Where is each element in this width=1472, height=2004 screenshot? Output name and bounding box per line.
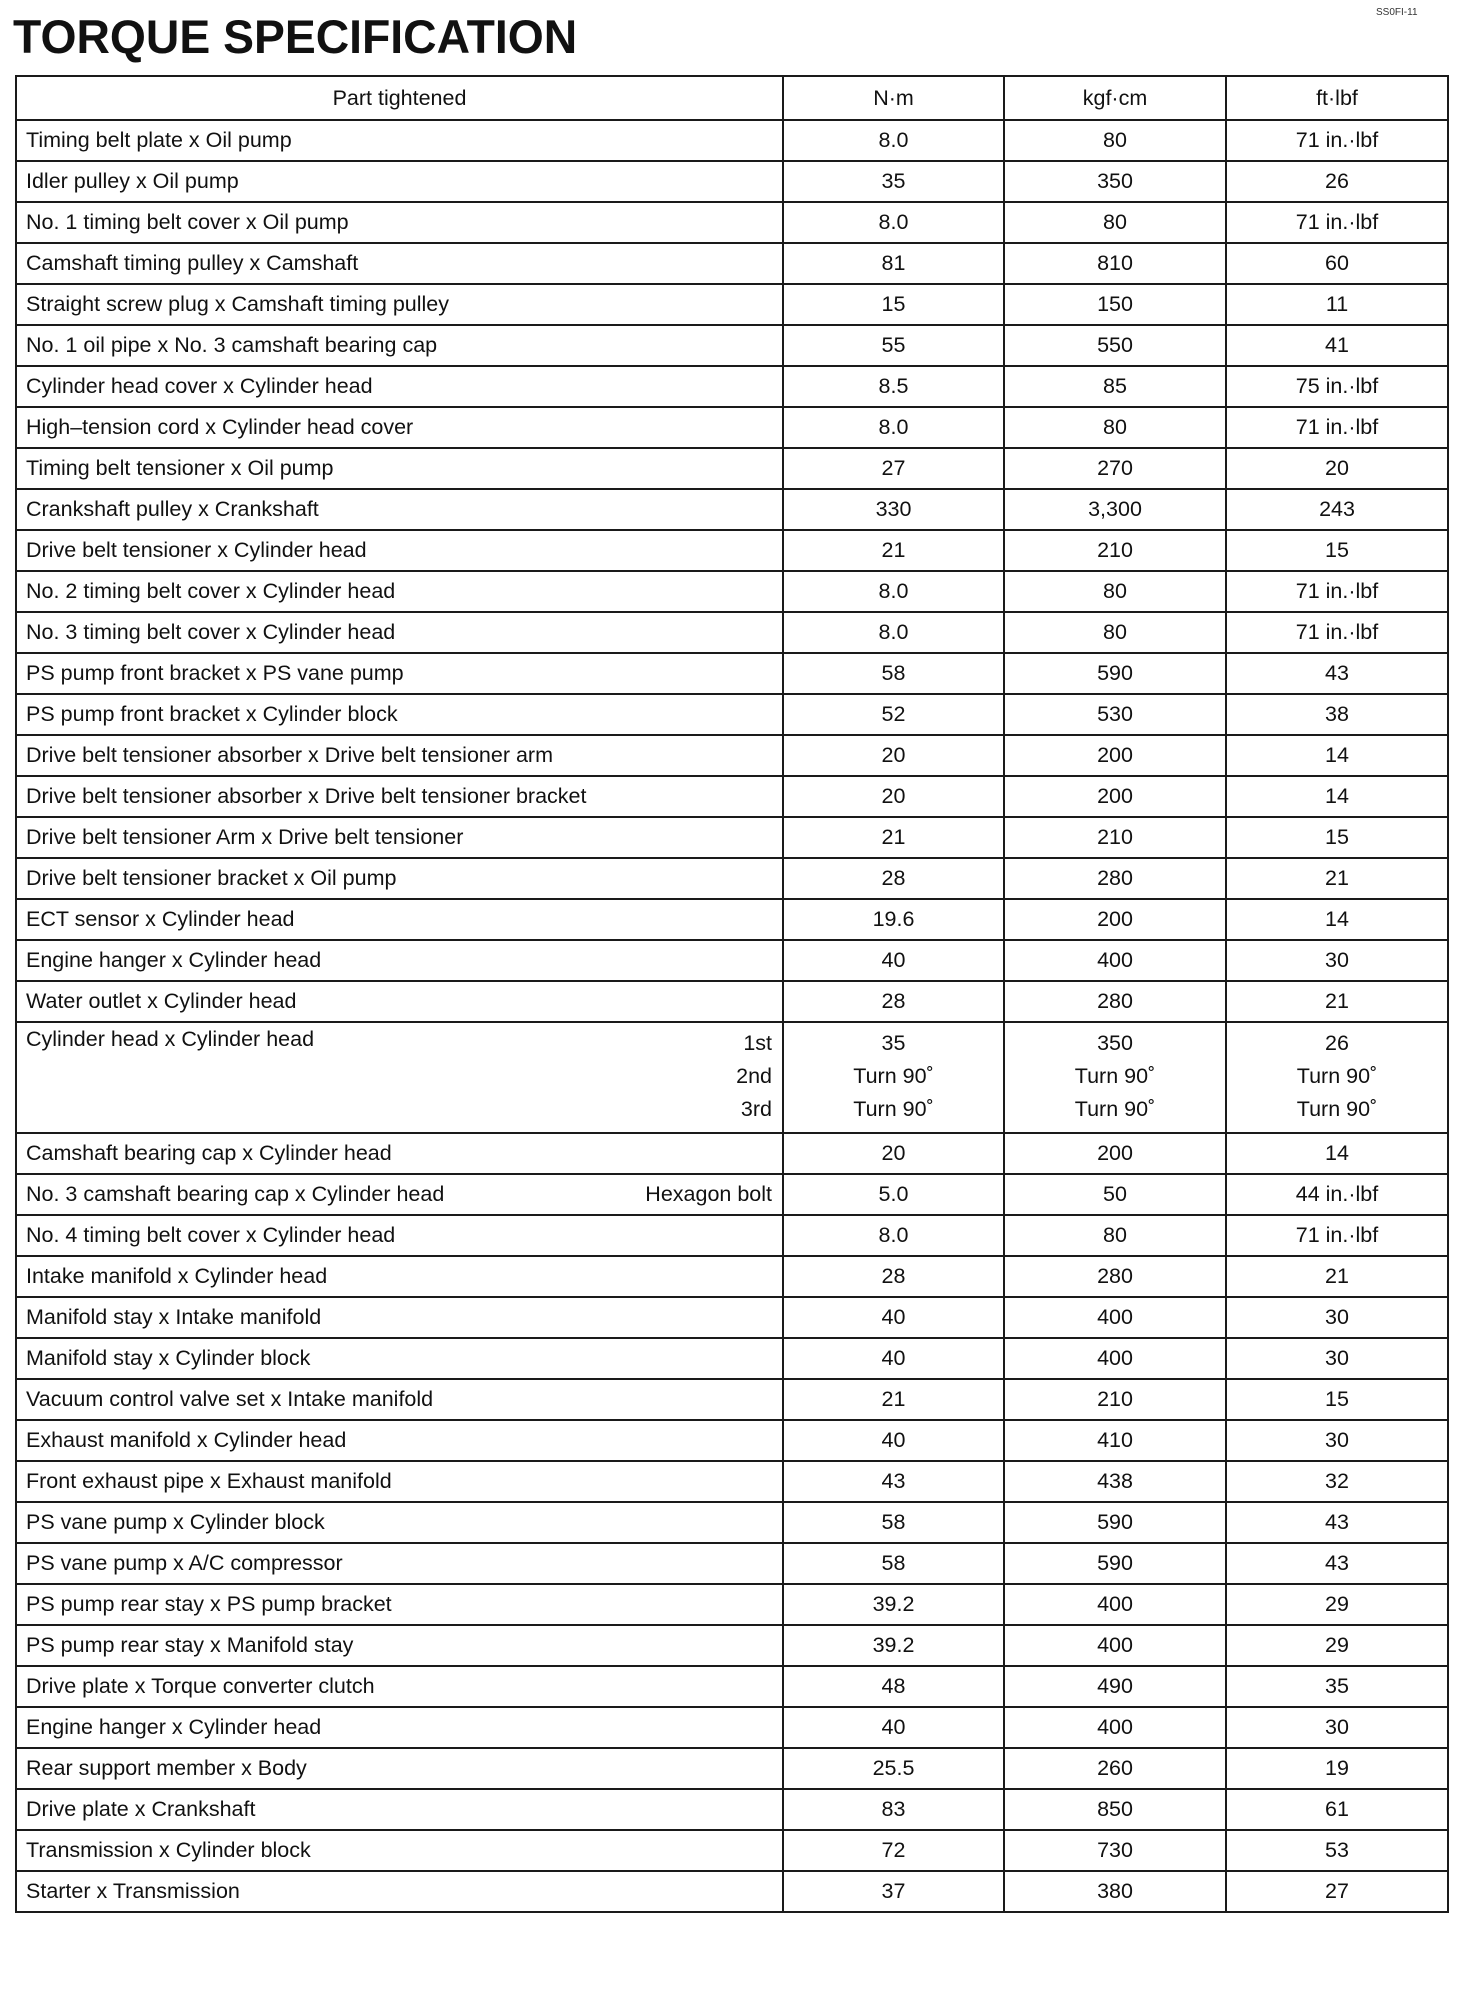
step-value: Turn 90˚: [1296, 1064, 1378, 1088]
part-cell: Timing belt tensioner x Oil pump: [16, 448, 783, 489]
kgfcm-value: 590: [1004, 653, 1226, 694]
table-row: [16, 489, 1448, 530]
table-row: [16, 448, 1448, 489]
table-row: [16, 1420, 1448, 1461]
part-cell: Vacuum control valve set x Intake manifold: [16, 1379, 783, 1420]
table-row: [16, 1133, 1448, 1174]
ftlbf-value: 71 in.·lbf: [1226, 571, 1448, 612]
ftlbf-value: 15: [1226, 1379, 1448, 1420]
ftlbf-value: 14: [1226, 776, 1448, 817]
table-row: [16, 1174, 1448, 1215]
table-row: [16, 1502, 1448, 1543]
part-cell: Manifold stay x Intake manifold: [16, 1297, 783, 1338]
table-row: [16, 161, 1448, 202]
nm-value: [783, 1022, 1004, 1133]
nm-value: 8.0: [783, 407, 1004, 448]
kgfcm-value: 730: [1004, 1830, 1226, 1871]
part-cell: Rear support member x Body: [16, 1748, 783, 1789]
kgfcm-value: 400: [1004, 1707, 1226, 1748]
ftlbf-value: 71 in.·lbf: [1226, 202, 1448, 243]
part-cell: Drive belt tensioner absorber x Drive belt tensioner arm: [16, 735, 783, 776]
nm-value: 21: [783, 817, 1004, 858]
step-value: 26: [1325, 1031, 1349, 1055]
nm-value: 58: [783, 1543, 1004, 1584]
nm-value: 58: [783, 653, 1004, 694]
part-cell: Camshaft bearing cap x Cylinder head: [16, 1133, 783, 1174]
part-name: Cylinder head x Cylinder head: [26, 1027, 315, 1051]
part-name: No. 3 camshaft bearing cap x Cylinder head: [26, 1182, 445, 1206]
kgfcm-value: 400: [1004, 1584, 1226, 1625]
part-cell: Engine hanger x Cylinder head: [16, 1707, 783, 1748]
kgfcm-value: 80: [1004, 120, 1226, 161]
kgfcm-value: 200: [1004, 735, 1226, 776]
table-row: [16, 1215, 1448, 1256]
table-row: [16, 1461, 1448, 1502]
ftlbf-value: 61: [1226, 1789, 1448, 1830]
step-label: 2nd: [736, 1064, 772, 1088]
ftlbf-value: 30: [1226, 940, 1448, 981]
ftlbf-value: 14: [1226, 1133, 1448, 1174]
part-cell: Idler pulley x Oil pump: [16, 161, 783, 202]
part-cell: Intake manifold x Cylinder head: [16, 1256, 783, 1297]
kgfcm-value: 80: [1004, 202, 1226, 243]
kgfcm-value: 380: [1004, 1871, 1226, 1912]
part-cell: Transmission x Cylinder block: [16, 1830, 783, 1871]
table-row: [16, 1666, 1448, 1707]
table-row: [16, 612, 1448, 653]
part-cell: Exhaust manifold x Cylinder head: [16, 1420, 783, 1461]
nm-value: 5.0: [783, 1174, 1004, 1215]
kgfcm-value: 590: [1004, 1543, 1226, 1584]
kgfcm-value: [1004, 1022, 1226, 1133]
part-cell: Starter x Transmission: [16, 1871, 783, 1912]
ftlbf-value: 75 in.·lbf: [1226, 366, 1448, 407]
ftlbf-value: 71 in.·lbf: [1226, 1215, 1448, 1256]
part-cell: [16, 1022, 783, 1133]
nm-value: 72: [783, 1830, 1004, 1871]
kgfcm-value: 850: [1004, 1789, 1226, 1830]
nm-value: 20: [783, 776, 1004, 817]
kgfcm-value: 550: [1004, 325, 1226, 366]
kgfcm-value: 210: [1004, 1379, 1226, 1420]
table-row: [16, 1830, 1448, 1871]
kgfcm-value: 80: [1004, 1215, 1226, 1256]
part-cell: Water outlet x Cylinder head: [16, 981, 783, 1022]
part-cell: Drive belt tensioner Arm x Drive belt tensioner: [16, 817, 783, 858]
table-row-cylinder-head: [16, 1022, 1448, 1133]
nm-value: 48: [783, 1666, 1004, 1707]
kgfcm-value: 80: [1004, 612, 1226, 653]
nm-value: 40: [783, 1338, 1004, 1379]
table-row: [16, 1625, 1448, 1666]
ftlbf-value: 41: [1226, 325, 1448, 366]
nm-value: 55: [783, 325, 1004, 366]
part-cell: Camshaft timing pulley x Camshaft: [16, 243, 783, 284]
ftlbf-value: 14: [1226, 899, 1448, 940]
nm-value: 28: [783, 1256, 1004, 1297]
table-row: [16, 1543, 1448, 1584]
table-row: [16, 366, 1448, 407]
part-cell: Drive belt tensioner bracket x Oil pump: [16, 858, 783, 899]
nm-value: 21: [783, 1379, 1004, 1420]
nm-value: 37: [783, 1871, 1004, 1912]
ftlbf-value: 32: [1226, 1461, 1448, 1502]
ftlbf-value: 15: [1226, 817, 1448, 858]
part-cell: No. 1 timing belt cover x Oil pump: [16, 202, 783, 243]
nm-value: 40: [783, 1420, 1004, 1461]
ftlbf-value: 53: [1226, 1830, 1448, 1871]
ftlbf-value: 30: [1226, 1420, 1448, 1461]
ftlbf-value: 27: [1226, 1871, 1448, 1912]
kgfcm-value: 270: [1004, 448, 1226, 489]
ftlbf-value: 60: [1226, 243, 1448, 284]
step-value: 35: [881, 1031, 906, 1055]
step-value: Turn 90˚: [1296, 1097, 1378, 1121]
kgfcm-value: 280: [1004, 858, 1226, 899]
ftlbf-value: 30: [1226, 1297, 1448, 1338]
nm-value: 40: [783, 1707, 1004, 1748]
part-cell: PS pump front bracket x Cylinder block: [16, 694, 783, 735]
nm-value: 40: [783, 1297, 1004, 1338]
kgfcm-value: 400: [1004, 1297, 1226, 1338]
table-row: [16, 940, 1448, 981]
nm-value: 8.0: [783, 1215, 1004, 1256]
kgfcm-value: 80: [1004, 407, 1226, 448]
kgfcm-value: 490: [1004, 1666, 1226, 1707]
nm-value: 27: [783, 448, 1004, 489]
part-cell: [16, 1174, 783, 1215]
ftlbf-value: 71 in.·lbf: [1226, 120, 1448, 161]
table-row: [16, 530, 1448, 571]
nm-value: 35: [783, 161, 1004, 202]
part-cell: PS pump front bracket x PS vane pump: [16, 653, 783, 694]
part-cell: High–tension cord x Cylinder head cover: [16, 407, 783, 448]
table-row: [16, 202, 1448, 243]
kgfcm-value: 200: [1004, 899, 1226, 940]
table-row: [16, 653, 1448, 694]
nm-value: 40: [783, 940, 1004, 981]
ftlbf-value: 43: [1226, 1502, 1448, 1543]
ftlbf-value: 30: [1226, 1338, 1448, 1379]
kgfcm-value: 80: [1004, 571, 1226, 612]
kgfcm-value: 260: [1004, 1748, 1226, 1789]
part-cell: No. 2 timing belt cover x Cylinder head: [16, 571, 783, 612]
part-cell: PS pump rear stay x PS pump bracket: [16, 1584, 783, 1625]
kgfcm-value: 50: [1004, 1174, 1226, 1215]
header-row: [16, 76, 1448, 120]
ftlbf-value: 43: [1226, 653, 1448, 694]
nm-value: 8.0: [783, 612, 1004, 653]
kgfcm-value: 530: [1004, 694, 1226, 735]
part-cell: Engine hanger x Cylinder head: [16, 940, 783, 981]
table-row: [16, 407, 1448, 448]
nm-value: 8.0: [783, 571, 1004, 612]
nm-value: 20: [783, 1133, 1004, 1174]
step-value: Turn 90˚: [1074, 1064, 1156, 1088]
part-cell: ECT sensor x Cylinder head: [16, 899, 783, 940]
torque-table: [15, 75, 1449, 1913]
page-title: TORQUE SPECIFICATION: [13, 10, 578, 63]
step-label: 1st: [743, 1031, 772, 1055]
kgfcm-value: 350: [1004, 161, 1226, 202]
ftlbf-value: 21: [1226, 858, 1448, 899]
table-row: [16, 1256, 1448, 1297]
ftlbf-value: 20: [1226, 448, 1448, 489]
ftlbf-value: 38: [1226, 694, 1448, 735]
nm-value: 21: [783, 530, 1004, 571]
table-row: [16, 1871, 1448, 1912]
ftlbf-value: 29: [1226, 1625, 1448, 1666]
table-row: [16, 981, 1448, 1022]
kgfcm-value: 280: [1004, 1256, 1226, 1297]
ftlbf-value: 71 in.·lbf: [1226, 407, 1448, 448]
nm-value: 20: [783, 735, 1004, 776]
table-row: [16, 243, 1448, 284]
nm-value: 19.6: [783, 899, 1004, 940]
table-row: [16, 1789, 1448, 1830]
kgfcm-value: 200: [1004, 1133, 1226, 1174]
ftlbf-value: 35: [1226, 1666, 1448, 1707]
ftlbf-value: 29: [1226, 1584, 1448, 1625]
table-row: [16, 571, 1448, 612]
part-cell: Crankshaft pulley x Crankshaft: [16, 489, 783, 530]
ftlbf-value: [1226, 1022, 1448, 1133]
part-cell: No. 3 timing belt cover x Cylinder head: [16, 612, 783, 653]
kgfcm-value: 410: [1004, 1420, 1226, 1461]
part-cell: Timing belt plate x Oil pump: [16, 120, 783, 161]
nm-value: 8.0: [783, 120, 1004, 161]
kgfcm-value: 400: [1004, 1338, 1226, 1379]
header-kgfcm: kgf·cm: [1004, 76, 1226, 120]
table-row: [16, 120, 1448, 161]
nm-value: 330: [783, 489, 1004, 530]
ftlbf-value: 44 in.·lbf: [1226, 1174, 1448, 1215]
kgfcm-value: 590: [1004, 1502, 1226, 1543]
kgfcm-value: 400: [1004, 940, 1226, 981]
document-code: SS0FI-11: [1376, 7, 1418, 18]
kgfcm-value: 150: [1004, 284, 1226, 325]
ftlbf-value: 71 in.·lbf: [1226, 612, 1448, 653]
part-cell: No. 4 timing belt cover x Cylinder head: [16, 1215, 783, 1256]
nm-value: 28: [783, 981, 1004, 1022]
table-row: [16, 1297, 1448, 1338]
part-cell: Front exhaust pipe x Exhaust manifold: [16, 1461, 783, 1502]
table-row: [16, 1707, 1448, 1748]
ftlbf-value: 43: [1226, 1543, 1448, 1584]
table-row: [16, 735, 1448, 776]
nm-value: 83: [783, 1789, 1004, 1830]
kgfcm-value: 810: [1004, 243, 1226, 284]
ftlbf-value: 11: [1226, 284, 1448, 325]
table-row: [16, 899, 1448, 940]
part-cell: PS vane pump x A/C compressor: [16, 1543, 783, 1584]
kgfcm-value: 3,300: [1004, 489, 1226, 530]
nm-value: 8.0: [783, 202, 1004, 243]
nm-value: 8.5: [783, 366, 1004, 407]
nm-value: 25.5: [783, 1748, 1004, 1789]
part-cell: Cylinder head cover x Cylinder head: [16, 366, 783, 407]
nm-value: 58: [783, 1502, 1004, 1543]
part-note: Hexagon bolt: [645, 1182, 772, 1206]
table-row: [16, 325, 1448, 366]
part-cell: Drive belt tensioner x Cylinder head: [16, 530, 783, 571]
part-cell: Drive belt tensioner absorber x Drive belt tensioner bracket: [16, 776, 783, 817]
table-row: [16, 776, 1448, 817]
nm-value: 15: [783, 284, 1004, 325]
part-cell: Straight screw plug x Camshaft timing pulley: [16, 284, 783, 325]
part-cell: PS vane pump x Cylinder block: [16, 1502, 783, 1543]
step-value: 350: [1097, 1031, 1133, 1055]
part-cell: Drive plate x Torque converter clutch: [16, 1666, 783, 1707]
header-nm: N·m: [783, 76, 1004, 120]
ftlbf-value: 21: [1226, 1256, 1448, 1297]
header-ftlbf: ft·lbf: [1226, 76, 1448, 120]
part-cell: PS pump rear stay x Manifold stay: [16, 1625, 783, 1666]
kgfcm-value: 400: [1004, 1625, 1226, 1666]
part-cell: Drive plate x Crankshaft: [16, 1789, 783, 1830]
nm-value: 43: [783, 1461, 1004, 1502]
nm-value: 39.2: [783, 1584, 1004, 1625]
kgfcm-value: 200: [1004, 776, 1226, 817]
table-row: [16, 858, 1448, 899]
table-row: [16, 1748, 1448, 1789]
nm-value: 28: [783, 858, 1004, 899]
nm-value: 39.2: [783, 1625, 1004, 1666]
step-value: Turn 90˚: [1074, 1097, 1156, 1121]
kgfcm-value: 438: [1004, 1461, 1226, 1502]
table-row: [16, 1338, 1448, 1379]
ftlbf-value: 19: [1226, 1748, 1448, 1789]
table-row: [16, 284, 1448, 325]
ftlbf-value: 26: [1226, 161, 1448, 202]
nm-value: 52: [783, 694, 1004, 735]
header-part: Part tightened: [16, 76, 783, 120]
step-label: 3rd: [740, 1097, 772, 1121]
nm-value: 81: [783, 243, 1004, 284]
kgfcm-value: 280: [1004, 981, 1226, 1022]
tightening-steps: [736, 1031, 772, 1126]
step-value: Turn 90˚: [853, 1097, 934, 1121]
kgfcm-value: 85: [1004, 366, 1226, 407]
ftlbf-value: 30: [1226, 1707, 1448, 1748]
kgfcm-value: 210: [1004, 530, 1226, 571]
part-cell: Manifold stay x Cylinder block: [16, 1338, 783, 1379]
ftlbf-value: 21: [1226, 981, 1448, 1022]
kgfcm-value: 210: [1004, 817, 1226, 858]
ftlbf-value: 14: [1226, 735, 1448, 776]
step-value: Turn 90˚: [853, 1064, 934, 1088]
ftlbf-value: 15: [1226, 530, 1448, 571]
table-row: [16, 694, 1448, 735]
part-cell: No. 1 oil pipe x No. 3 camshaft bearing cap: [16, 325, 783, 366]
table-row: [16, 817, 1448, 858]
ftlbf-value: 243: [1226, 489, 1448, 530]
table-row: [16, 1379, 1448, 1420]
table-row: [16, 1584, 1448, 1625]
